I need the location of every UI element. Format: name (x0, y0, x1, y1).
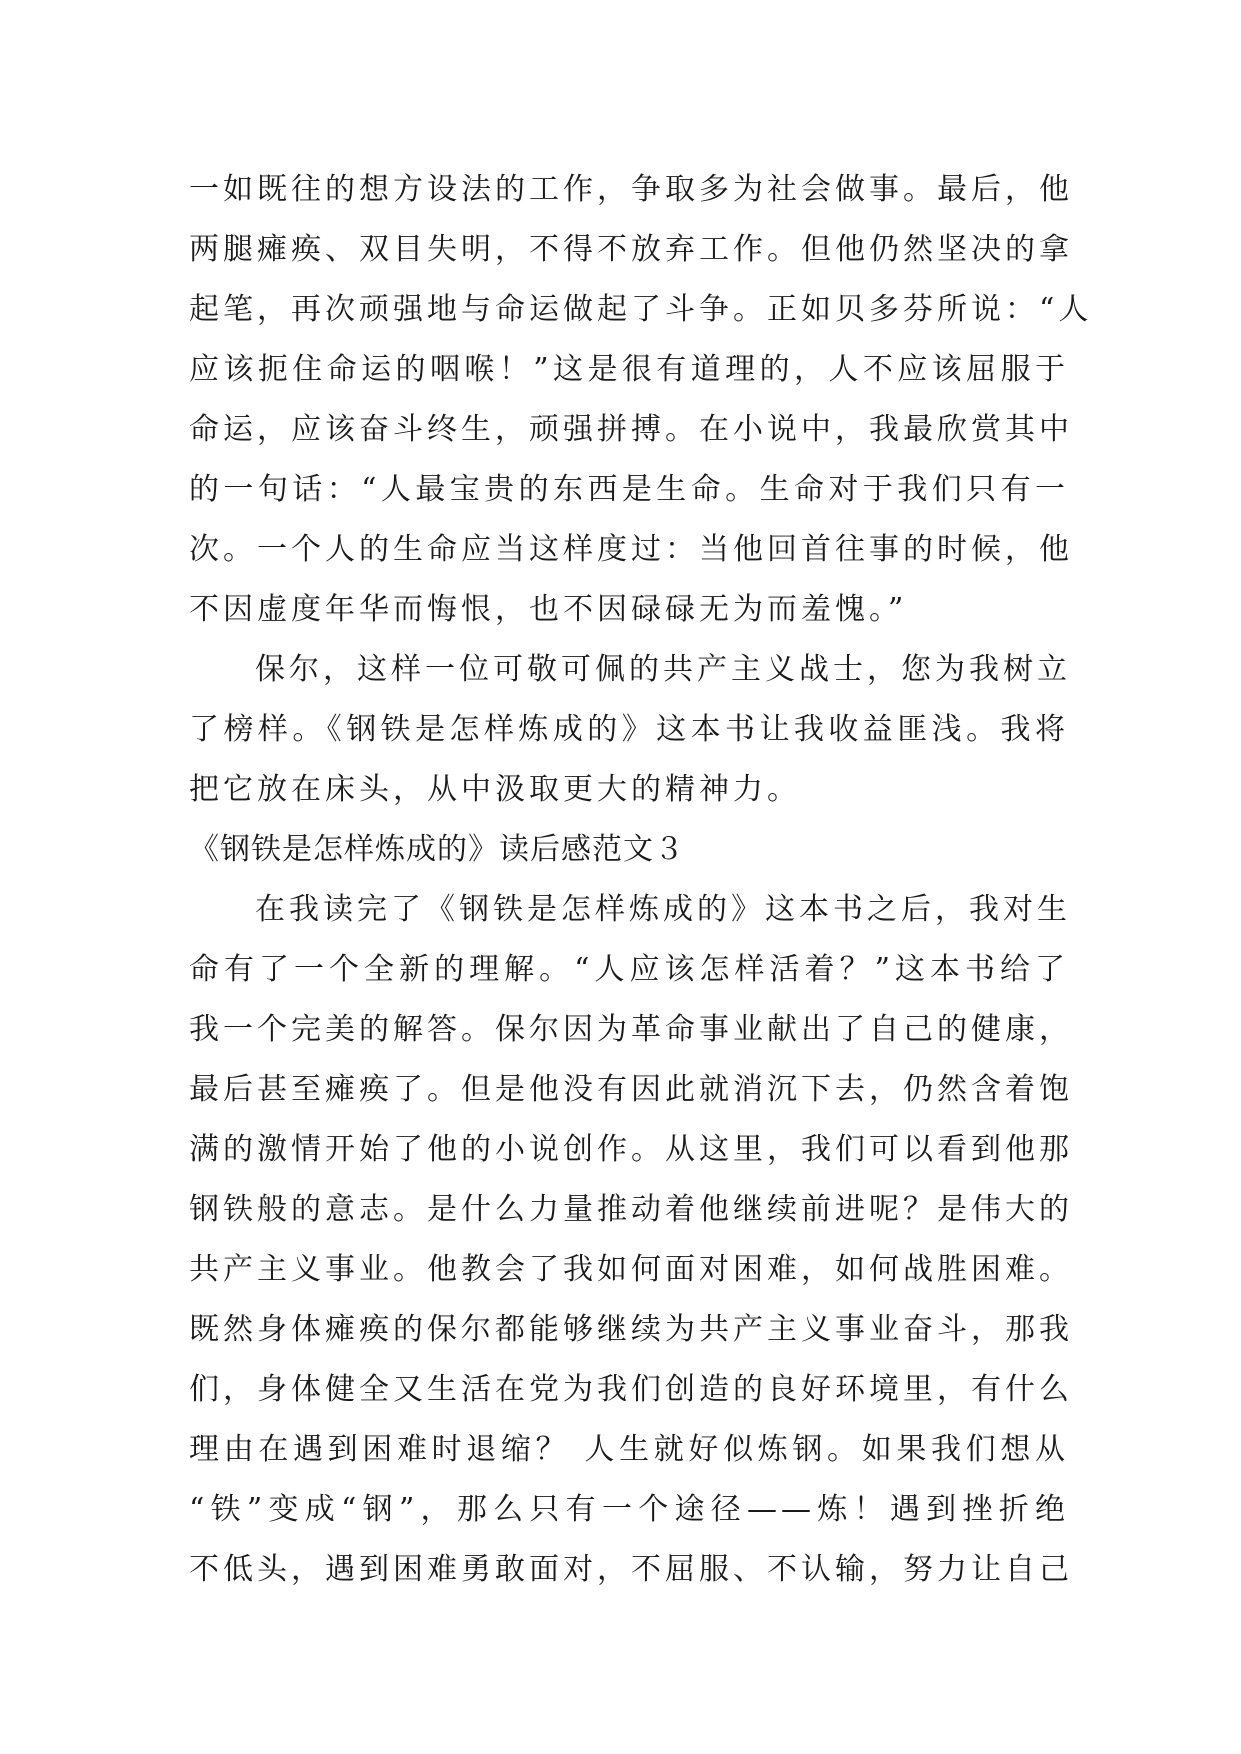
text-line: 的一句话：“人最宝贵的东西是生命。生命对于我们只有一 (189, 472, 1069, 507)
text-line: 钢铁般的意志。是什么力量推动着他继续前进呢？是伟大的 (189, 1192, 1073, 1227)
text-line: 最后甚至瘫痪了。但是他没有因此就消沉下去，仍然含着饱 (189, 1072, 1073, 1107)
text-line: 在我读完了《钢铁是怎样炼成的》这本书之后，我对生 (255, 892, 1071, 927)
text-line: 不因虚度年华而悔恨，也不因碌碌无为而羞愧。” (189, 592, 908, 627)
section-heading: 《钢铁是怎样炼成的》读后感范文３ (189, 832, 685, 867)
paragraph-1 (189, 160, 1093, 640)
text-line: 起笔，再次顽强地与命运做起了斗争。正如贝多芬所说：“人 (189, 292, 1093, 327)
text-line: 理由在遇到困难时退缩？ 人生就好似炼钢。如果我们想从 (189, 1432, 1069, 1467)
text-line: 命有了一个全新的理解。“人应该怎样活着？”这本书给了 (189, 952, 1069, 987)
text-line: 不低头，遇到困难勇敢面对，不屈服、不认输，努力让自己 (189, 1552, 1073, 1587)
text-line: 既然身体瘫痪的保尔都能够继续为共产主义事业奋斗，那我 (189, 1312, 1073, 1347)
text-line: 共产主义事业。他教会了我如何面对困难，如何战胜困难。 (189, 1252, 1073, 1287)
paragraph-3 (189, 880, 1073, 1600)
text-line: 命运，应该奋斗终生，顽强拼搏。在小说中，我最欣赏其中 (189, 412, 1073, 447)
text-line: 了榜样。《钢铁是怎样炼成的》这本书让我收益匪浅。我将 (189, 712, 1069, 747)
text-line: 一如既往的想方设法的工作，争取多为社会做事。最后，他 (189, 172, 1073, 207)
document-body (189, 160, 1093, 1600)
text-line: 把它放在床头，从中汲取更大的精神力。 (189, 772, 801, 807)
text-line: 次。一个人的生命应当这样度过：当他回首往事的时候，他 (189, 532, 1073, 567)
text-line: “铁”变成“钢”，那么只有一个途径——炼！遇到挫折绝 (189, 1492, 1069, 1527)
paragraph-2 (189, 640, 1069, 820)
text-line: 两腿瘫痪、双目失明，不得不放弃工作。但他仍然坚决的拿 (189, 232, 1073, 267)
text-line: 们，身体健全又生活在党为我们创造的良好环境里，有什么 (189, 1372, 1073, 1407)
text-line: 应该扼住命运的咽喉！”这是很有道理的，人不应该屈服于 (189, 352, 1069, 387)
text-line: 满的激情开始了他的小说创作。从这里，我们可以看到他那 (189, 1132, 1073, 1167)
text-line: 保尔，这样一位可敬可佩的共产主义战士，您为我树立 (255, 652, 1071, 687)
text-line: 我一个完美的解答。保尔因为革命事业献出了自己的健康， (189, 1012, 1073, 1047)
